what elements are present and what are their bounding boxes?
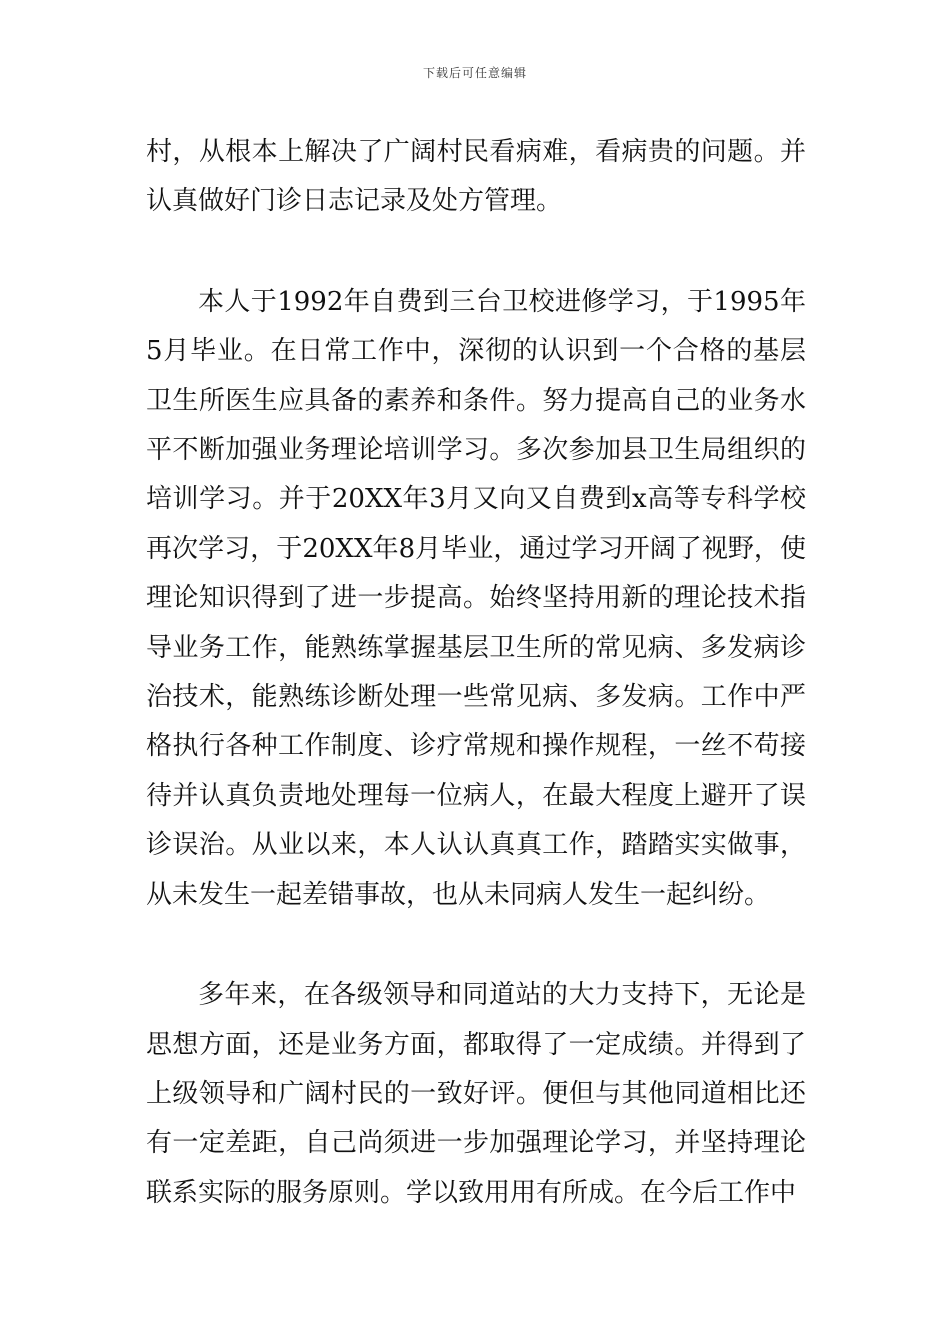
paragraph-gap xyxy=(146,227,806,278)
paragraph-gap xyxy=(146,920,806,971)
paragraph-education-work: 本人于1992年自费到三台卫校进修学习，于1995年5月毕业。在日常工作中，深彻的认识到一个合格的基层卫生所医生应具备的素养和条件。努力提高自己的业务水平不断加强业务理论培训学习。多次参加县卫生局组织的培训学习。并于20XX年3月又向又自费到x高等专科学校再次学习，于20XX年8月毕业，通过学习开阔了视野，使理论知识得到了进一步提高。始终坚持用新的理论技术指导业务工作，能熟练掌握基层卫生所的常见病、多发病诊治技术，能熟练诊断处理一些常见病、多发病。工作中严格执行各种工作制度、诊疗常规和操作规程，一丝不苟接待并认真负责地处理每一位病人，在最大程度上避开了误诊误治。从业以来，本人认认真真工作，踏踏实实做事，从未发生一起差错事故，也从未同病人发生一起纠纷。 xyxy=(146,286,806,910)
document-body xyxy=(146,128,806,1218)
paragraph-continuation: 村，从根本上解决了广阔村民看病难，看病贵的问题。并认真做好门诊日志记录及处方管理。 xyxy=(146,137,806,217)
paragraph-achievements: 多年来，在各级领导和同道站的大力支持下，无论是思想方面，还是业务方面，都取得了一定成绩。并得到了上级领导和广阔村民的一致好评。便但与其他同道相比还有一定差距，自己尚须进一步加强理论学习，并坚持理论联系实际的服务原则。学以致用用有所成。在今后工作中 xyxy=(146,980,806,1208)
page-header-note: 下载后可任意编辑 xyxy=(422,66,527,80)
